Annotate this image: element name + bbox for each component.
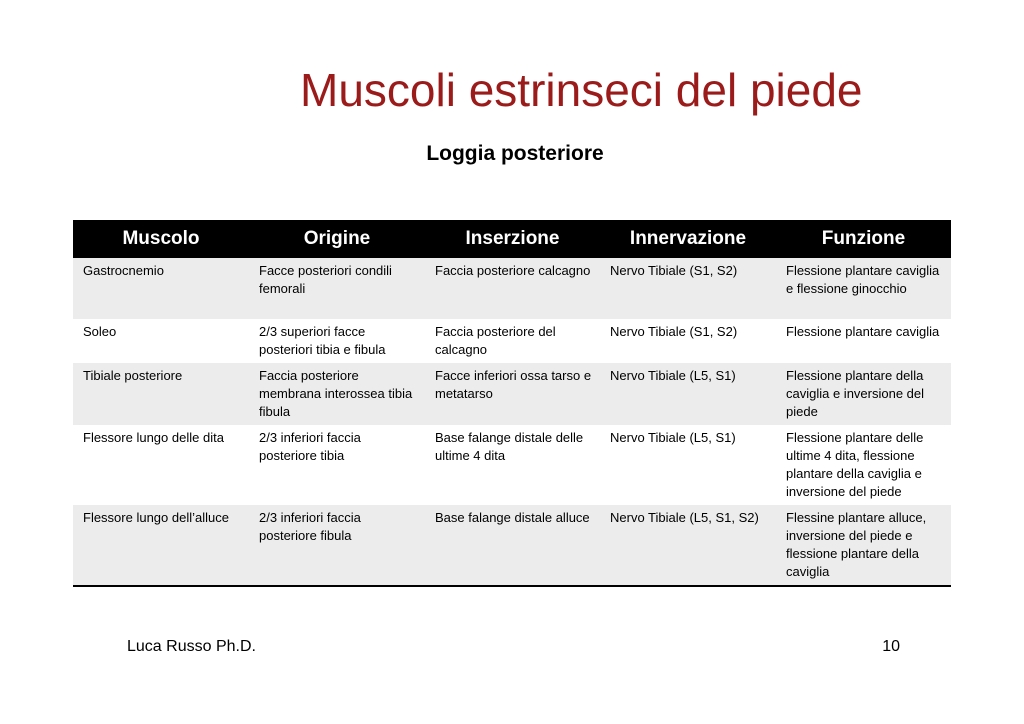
cell-muscolo: Flessore lungo delle dita	[83, 430, 224, 445]
table-row	[73, 505, 951, 586]
slide-title: Muscoli estrinseci del piede	[300, 64, 863, 116]
slide-subtitle: Loggia posteriore	[426, 142, 604, 165]
cell-muscolo: Soleo	[83, 324, 117, 339]
table-row	[73, 363, 951, 425]
cell-inserzione: Base falange distale delle ultime 4 dita	[435, 430, 584, 463]
cell-funzione: Flessione plantare caviglia	[786, 324, 940, 339]
cell-innervazione: Nervo Tibiale (L5, S1)	[610, 430, 736, 445]
cell-innervazione: Nervo Tibiale (L5, S1, S2)	[600, 505, 776, 586]
page-number: 10	[882, 638, 900, 655]
table-header-row	[73, 220, 951, 258]
cell-funzione: Flessione plantare della caviglia e inversione del piede	[776, 363, 951, 425]
table-row	[73, 319, 951, 363]
muscle-table-container	[73, 220, 951, 587]
cell-innervazione: Nervo Tibiale (S1, S2)	[610, 324, 738, 339]
footer-author: Luca Russo Ph.D.	[127, 638, 256, 655]
cell-innervazione: Nervo Tibiale (S1, S2)	[600, 258, 776, 319]
cell-origine: Facce posteriori condili femorali	[249, 258, 425, 319]
table-row	[73, 425, 951, 505]
cell-funzione: Flessione plantare delle ultime 4 dita, flessione plantare della caviglia e inversione del piede	[786, 430, 924, 499]
cell-muscolo: Tibiale posteriore	[73, 363, 249, 425]
table-row	[73, 258, 951, 319]
muscle-table	[73, 220, 951, 587]
cell-funzione: Flessine plantare alluce, inversione del piede e flessione plantare della caviglia	[776, 505, 951, 586]
cell-inserzione: Base falange distale alluce	[425, 505, 600, 586]
cell-inserzione: Faccia posteriore del calcagno	[435, 324, 556, 357]
cell-origine: 2/3 inferiori faccia posteriore tibia	[259, 430, 361, 463]
cell-origine: 2/3 inferiori faccia posteriore fibula	[249, 505, 425, 586]
cell-innervazione: Nervo Tibiale (L5, S1)	[600, 363, 776, 425]
cell-origine: 2/3 superiori facce posteriori tibia e fibula	[259, 324, 386, 357]
cell-inserzione: Faccia posteriore calcagno	[425, 258, 600, 319]
header-muscolo: Muscolo	[73, 220, 249, 258]
header-funzione: Funzione	[776, 220, 951, 258]
cell-funzione: Flessione plantare caviglia e flessione ginocchio	[776, 258, 951, 319]
cell-inserzione: Facce inferiori ossa tarso e metatarso	[425, 363, 600, 425]
header-origine: Origine	[249, 220, 425, 258]
cell-muscolo: Gastrocnemio	[73, 258, 249, 319]
cell-muscolo: Flessore lungo dell’alluce	[73, 505, 249, 586]
header-innervazione: Innervazione	[600, 220, 776, 258]
header-inserzione: Inserzione	[425, 220, 600, 258]
cell-origine: Faccia posteriore membrana interossea tibia fibula	[249, 363, 425, 425]
